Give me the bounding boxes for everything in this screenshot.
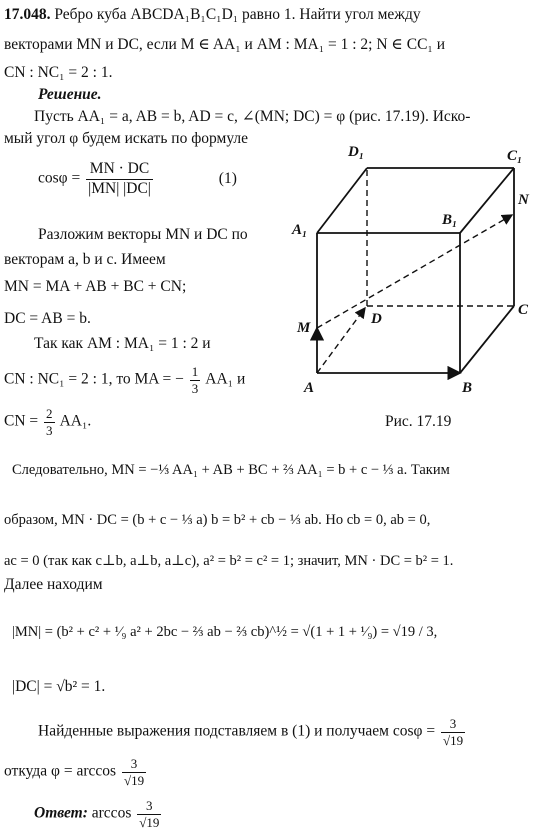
problem-number: 17.048. xyxy=(4,6,51,23)
therefore-line-1: Следовательно, MN = −⅓ AA₁ + AB + BC + ⅔ AA₁ = b + c − ⅓ a. Таким xyxy=(12,462,450,478)
solution-heading: Решение. xyxy=(38,86,102,103)
figure-caption: Рис. 17.19 xyxy=(385,413,452,430)
label-c: C xyxy=(518,302,529,318)
therefore-line-3: ac = 0 (так как c⊥b, a⊥b, a⊥c), a² = b² = c² = 1; значит, MN · DC = b² = 1. xyxy=(4,553,454,569)
further-line: Далее находим xyxy=(4,576,103,593)
label-n: N xyxy=(518,192,529,208)
label-d: D xyxy=(371,311,382,327)
equation-mn: MN = MA + AB + BC + CN; xyxy=(4,278,187,295)
decompose-line-2: векторам a, b и c. Имеем xyxy=(4,251,166,268)
equation-cn: CN = $\frac{2}{3}$ AA₁. xyxy=(4,406,92,438)
problem-line-1: Ребро куба ABCDA₁B₁C₁D₁ равно 1. Найти угол между xyxy=(54,6,421,23)
answer-value: arccos xyxy=(91,804,132,822)
since-line-1: Так как AM : MA₁ = 1 : 2 и xyxy=(34,335,211,352)
therefore-line-2: образом, MN · DC = (b + c − ⅓ a) b = b² + cb − ⅓ ab. Но cb = 0, ab = 0, xyxy=(4,512,431,528)
problem-line-2: векторами MN и DC, если M ∈ AA₁ и AM : MA₁ = 1 : 2; N ∈ CC₁ и xyxy=(4,36,446,53)
equation-dc: DC = AB = b. xyxy=(4,310,91,327)
solution-line-1: Пусть AA₁ = a, AB = b, AD = c, ∠(MN; DC) = φ (рис. 17.19). Иско- xyxy=(34,108,471,125)
edge-a1-d1 xyxy=(317,168,367,233)
since-line-2: CN : NC₁ = 2 : 1, то MA = − $\frac{1}{3}$ AA₁ и xyxy=(4,364,246,396)
vector-mn xyxy=(317,215,512,328)
formula-1-tag: (1) xyxy=(218,169,237,187)
solution-line-2: мый угол φ будем искать по формуле xyxy=(4,130,248,147)
label-c1: C₁ xyxy=(507,148,523,164)
formula-1: cosφ = $\frac{MN \cdot DC}{|MN| |DC|}$ (1) xyxy=(38,160,237,197)
cube-figure xyxy=(282,138,532,438)
label-b1: B₁ xyxy=(442,212,458,228)
abs-dc-formula: |DC| = √b² = 1. xyxy=(12,678,106,695)
answer-label: Ответ: xyxy=(34,804,88,822)
edge-b1-c1 xyxy=(460,168,514,233)
label-m: M xyxy=(297,320,311,336)
label-b: B xyxy=(462,380,473,396)
whence-line: откуда φ = arccos $\frac{3}{√19}$ xyxy=(4,756,145,788)
formula-1-numerator: MN · DC xyxy=(86,160,153,180)
label-d1: D₁ xyxy=(348,144,365,160)
vector-ad xyxy=(317,308,365,373)
substitute-line: Найденные выражения подставляем в (1) и получаем cosφ = $\frac{3}{√19}$ xyxy=(38,716,464,748)
label-a1: A₁ xyxy=(292,222,308,238)
abs-mn-formula: |MN| = (b² + c² + ¹⁄₉ a² + 2bc − ⅔ ab − ⅔ cb)^½ = √(1 + 1 + ¹⁄₉) = √19 / 3, xyxy=(12,624,438,640)
problem-line-3: CN : NC₁ = 2 : 1. xyxy=(4,64,113,81)
decompose-line-1: Разложим векторы MN и DC по xyxy=(38,226,248,243)
label-a: A xyxy=(304,380,315,396)
answer-line: Ответ: arccos $\frac{3}{√19}$ xyxy=(34,798,160,830)
formula-1-denominator: |MN| |DC| xyxy=(88,179,151,197)
edge-b-c xyxy=(460,306,514,373)
